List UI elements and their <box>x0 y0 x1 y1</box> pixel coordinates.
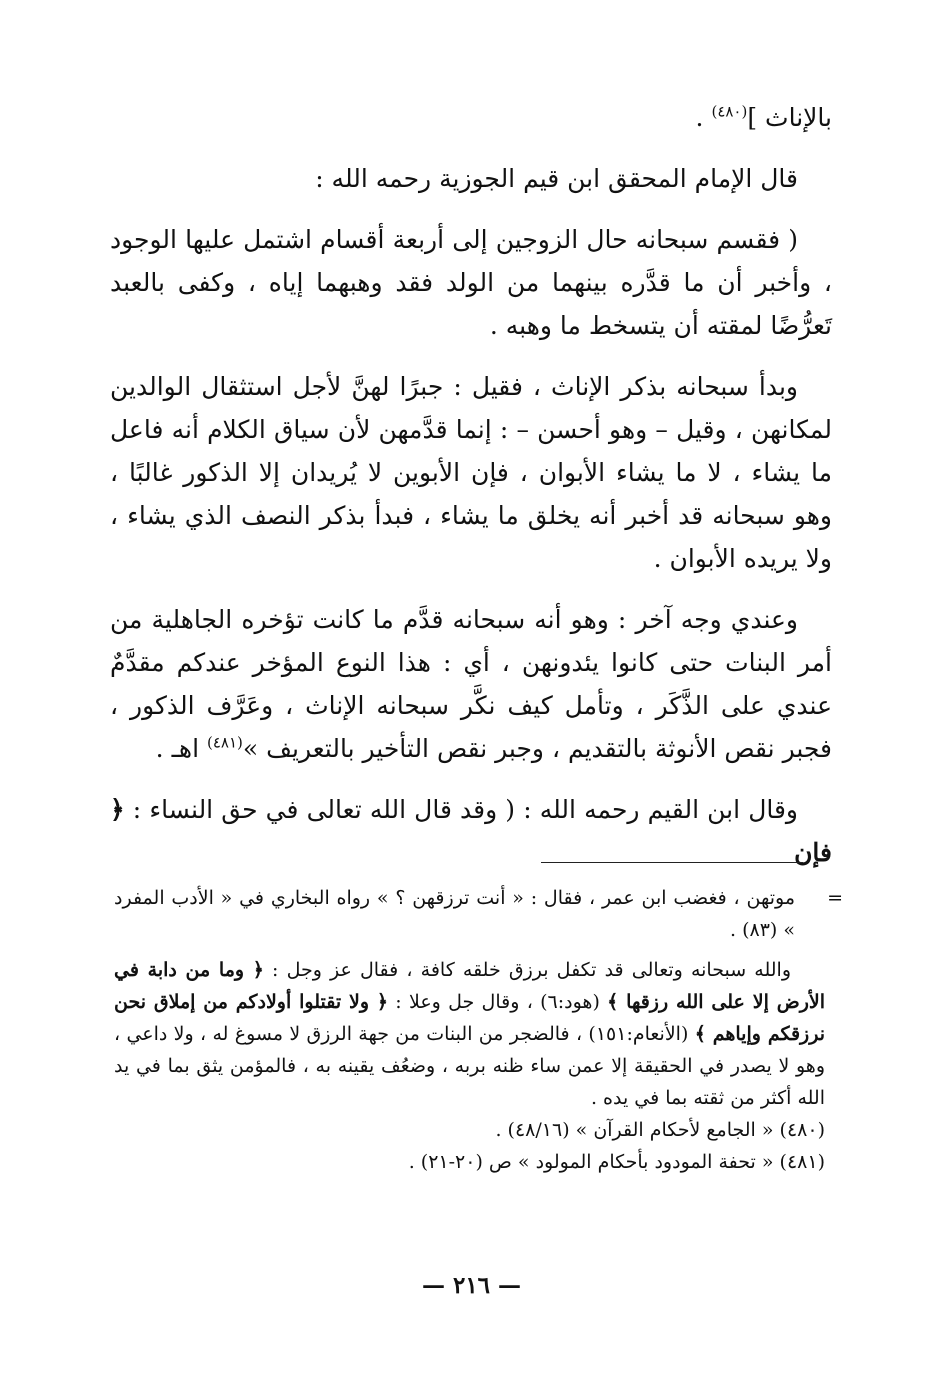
footnote-paragraph: والله سبحانه وتعالى قد تكفل برزق خلقه كافة ، فقال عز وجل : ﴿ وما من دابة في الأرض إلا على الله رزقها ﴾ (هود:٦) ، وقال جل وعلا : ﴿ ولا تقتلوا أولادكم من إملاق نحن نرزقكم وإياهم ﴾ (الأنعام:١٥١) ، فالضجر من البنات من جهة الرزق لا مسوغ له ، ولا داعي ، وهو لا يصدر في الحقيقة إلا عمن ساء ظنه بربه ، وضعُف يقينه به ، فالمؤمن يثق بما في يد الله أكثر من ثقته بما في يده . <box>114 959 825 1109</box>
footnotes <box>114 882 843 1178</box>
page-number: — ٢١٦ — <box>421 1272 522 1299</box>
paragraph: وقال ابن القيم رحمه الله : ( وقد قال الله تعالى في حق النساء : ﴿ فإن <box>110 795 832 867</box>
paragraph: قال الإمام المحقق ابن قيم الجوزية رحمه الله : <box>315 164 798 193</box>
footnote-480: (٤٨٠) « الجامع لأحكام القرآن » (٤٨/١٦) . <box>495 1119 825 1141</box>
footnote-481: (٤٨١) « تحفة المودود بأحكام المولود » ص (٢٠-٢١) . <box>408 1151 825 1173</box>
paragraph: وعندي وجه آخر : وهو أنه سبحانه قدَّم ما كانت تؤخره الجاهلية من أمر البنات حتى كانوا يئدونهن ، أي : هذا النوع المؤخر عندكم مقدَّمٌ عندي على الذَّكَر ، وتأمل كيف نكَّر سبحانه الإناث ، وعَرَّف الذكور ، فجبر نقص الأنوثة بالتقديم ، وجبر نقص التأخير بالتعريف »$^{(٤٨١)}$ اهـ . <box>110 605 832 763</box>
paragraph: بالإناث ]$^{(٤٨٠)}$ . <box>695 102 832 132</box>
footnote-separator <box>541 862 803 863</box>
text-line: بالإناث ] <box>747 103 832 132</box>
footnote-continuation: = موتهن ، فغضب ابن عمر ، فقال : « أنت ترزقهن ؟ » رواه البخاري في « الأدب المفرد » (٨٣) . <box>114 882 825 946</box>
continuation-mark: = <box>827 887 843 909</box>
paragraph: ( فقسم سبحانه حال الزوجين إلى أربعة أقسام اشتمل عليها الوجود ، وأخبر أن ما قدَّره بينهما من الولد فقد وهبهما إياه ، وكفى بالعبد تَعرُّضًا لمقته أن يتسخط ما وهبه . <box>110 225 832 340</box>
footnote-ref: (٤٨٠) <box>711 102 748 121</box>
footnote-ref: (٤٨١) <box>206 733 243 752</box>
main-text <box>110 96 832 874</box>
paragraph: وبدأ سبحانه بذكر الإناث ، فقيل : جبرًا لهنَّ لأجل استثقال الوالدين لمكانهن ، وقيل – وهو أحسن – : إنما قدَّمهن لأن سياق الكلام أنه فاعل ما يشاء ، لا ما يشاء الأبوان ، فإن الأبوين لا يُريدان إلا الذكور غالبًا ، وهو سبحانه قد أخبر أنه يخلق ما يشاء ، فبدأ بذكر النصف الذي يشاء ، ولا يريده الأبوان . <box>110 372 832 573</box>
